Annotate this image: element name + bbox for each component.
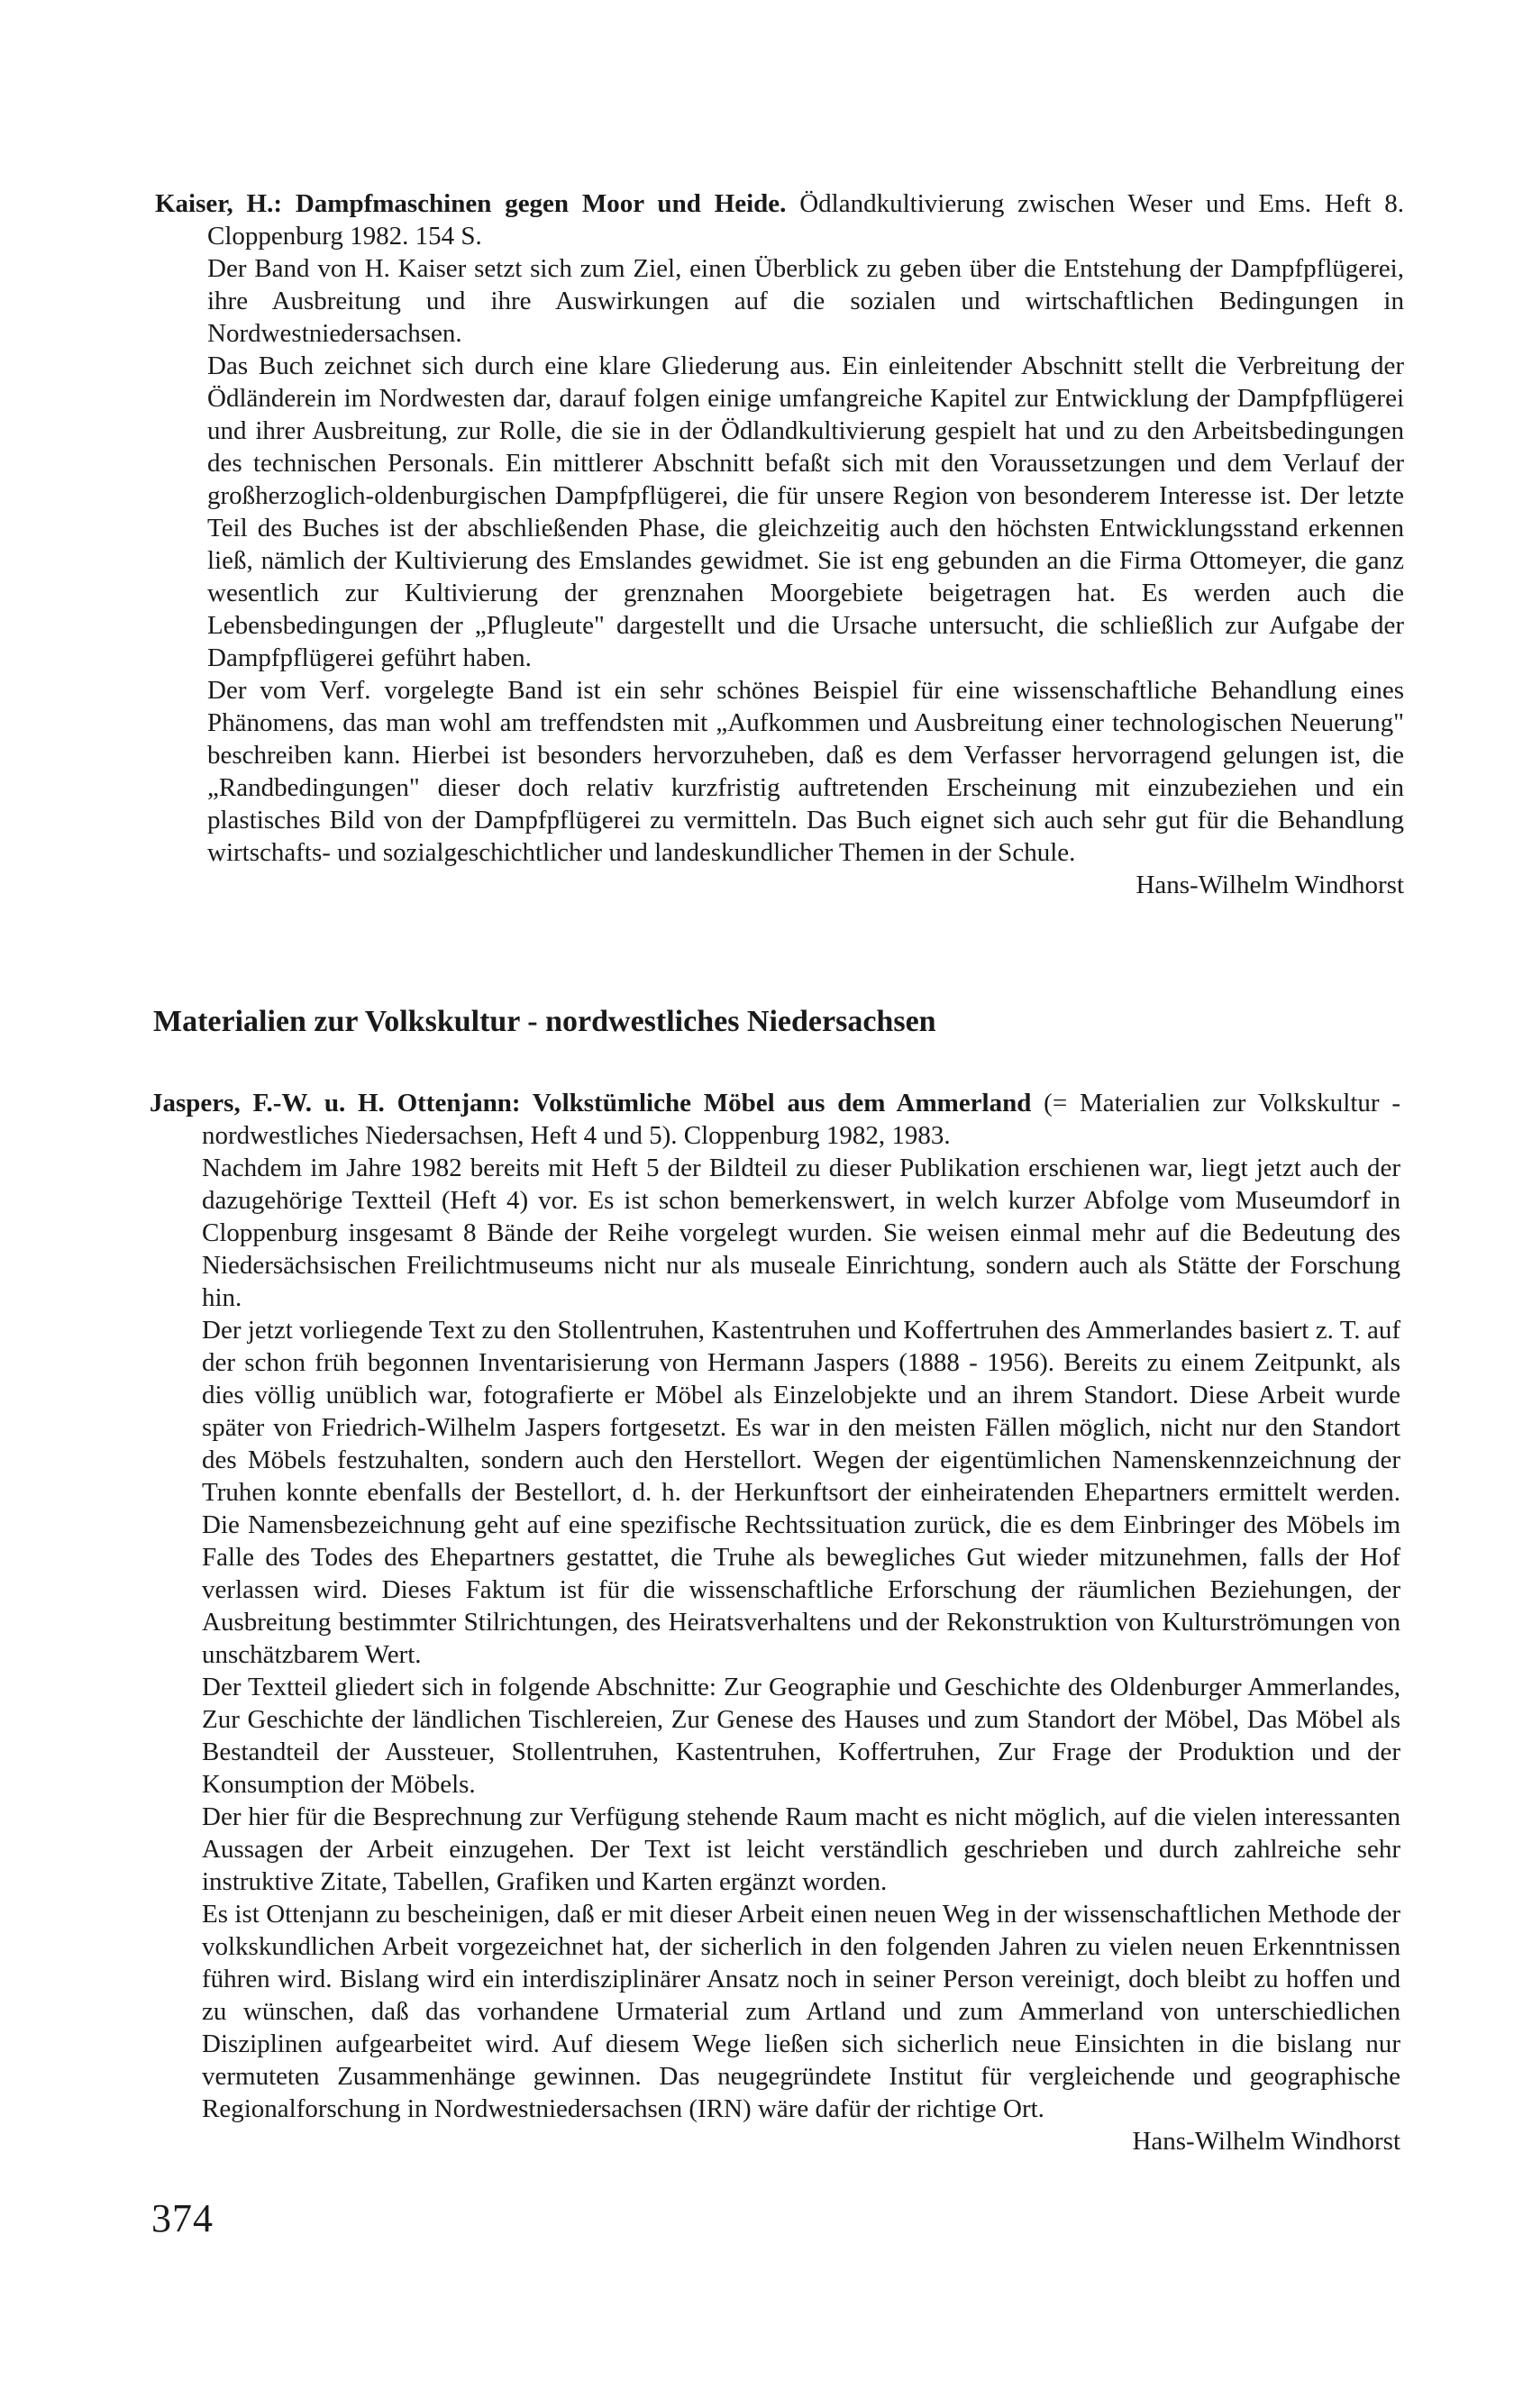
signature-row (207, 869, 1404, 901)
review-paragraph: Der Textteil gliedert sich in folgende Abschnitte: Zur Geographie und Geschichte des Oldenburger Ammerlandes, Zur Geschichte der ländlichen Tischlereien, Zur Genese des Hauses und zum Standort der Möbel, Das Möbel als Bestandteil der Aussteuer, Stollentruhen, Kastentruhen, Koffertruhen, Zur Frage der Produktion und der Konsumption der Möbels. (202, 1673, 1400, 1799)
reviewer-signature: Hans-Wilhelm Windhorst (1136, 871, 1404, 899)
review-title: Kaiser, H.: Dampfmaschinen gegen Moor und Heide. (155, 189, 787, 218)
review-jaspers-ottenjann (150, 1087, 1400, 2157)
page-number: 374 (151, 2196, 214, 2240)
review-title: Jaspers, F.-W. u. H. Ottenjann: Volkstümliche Möbel aus dem Ammerland (150, 1089, 1032, 1117)
review-body (155, 252, 1404, 901)
review-paragraph: Der Band von H. Kaiser setzt sich zum Ziel, einen Überblick zu geben über die Entstehung der Dampfpflügerei, ihre Ausbreitung und ihre Auswirkungen auf die sozialen und wirtschaftlichen Bedingungen in Nordwestniedersachsen. (207, 254, 1404, 348)
review-body (150, 1152, 1400, 2157)
review-bibliographic-info: Ödlandkultivierung zwischen Weser und Ems. Heft 8. Cloppenburg 1982. 154 S. (207, 189, 1405, 251)
review-paragraph: Es ist Ottenjann zu bescheinigen, daß er mit dieser Arbeit einen neuen Weg in der wissenschaftlichen Methode der volkskundlichen Arbeit vorgezeichnet hat, der sicherlich in den folgenden Jahren zu vielen neuen Erkenntnissen führen wird. Bislang wird ein interdisziplinärer Ansatz noch in seiner Person vereinigt, doch bleibt zu hoffen und zu wünschen, daß das vorhandene Urmaterial zum Artland und zum Ammerland von unterschiedlichen Disziplinen aufgearbeitet wird. Auf diesem Wege ließen sich sicherlich neue Einsichten in die bislang nur vermuteten Zusammenhänge gewinnen. Das neugegründete Institut für vergleichende und geographische Regionalforschung in Nordwestniedersachsen (IRN) wäre dafür der richtige Ort. (202, 1900, 1400, 2123)
reviewer-signature: Hans-Wilhelm Windhorst (1132, 2127, 1400, 2156)
review-heading (155, 187, 1404, 252)
review-paragraph: Das Buch zeichnet sich durch eine klare Gliederung aus. Ein einleitender Abschnitt stellt die Verbreitung der Ödländerein im Nordwesten dar, darauf folgen einige umfangreiche Kapitel zur Entwicklung der Dampfpflügerei und ihrer Ausbreitung, zur Rolle, die sie in der Ödlandkultivierung gespielt hat und zu den Arbeitsbedingungen des technischen Personals. Ein mittlerer Abschnitt befaßt sich mit den Voraussetzungen und dem Verlauf der großherzoglich-oldenburgischen Dampfpflügerei, die für unsere Region von besonderem Interesse ist. Der letzte Teil des Buches ist der abschließenden Phase, die gleichzeitig auch den höchsten Entwicklungsstand erkennen ließ, nämlich der Kultivierung des Emslandes gewidmet. Sie ist eng gebunden an die Firma Ottomeyer, die ganz wesentlich zur Kultivierung der grenznahen Moorgebiete beigetragen hat. Es werden auch die Lebensbedingungen der „Pflugleute" dargestellt und die Ursache untersucht, die schließlich zur Aufgabe der Dampfpflügerei geführt haben. (207, 351, 1404, 672)
review-paragraph: Der jetzt vorliegende Text zu den Stollentruhen, Kastentruhen und Koffertruhen des Ammerlandes basiert z. T. auf der schon früh begonnen Inventarisierung von Hermann Jaspers (1888 - 1956). Bereits zu einem Zeitpunkt, als dies völlig unüblich war, fotografierte er Möbel als Einzelobjekte und an ihrem Standort. Diese Arbeit wurde später von Friedrich-Wilhelm Jaspers fortgesetzt. Es war in den meisten Fällen möglich, nicht nur den Standort des Möbels festzuhalten, sondern auch den Herstellort. Wegen der eigentümlichen Namenskennzeichnung der Truhen konnte ebenfalls der Bestellort, d. h. der Herkunftsort der einheiratenden Ehepartners ermittelt werden. Die Namensbezeichnung geht auf eine spezifische Rechtssituation zurück, die es dem Einbringer des Möbels im Falle des Todes des Ehepartners gestattet, die Truhe als bewegliches Gut wieder mitzunehmen, falls der Hof verlassen wird. Dieses Faktum ist für die wissenschaftliche Erforschung der räumlichen Beziehungen, der Ausbreitung bestimmter Stilrichtungen, des Heiratsverhaltens und der Rekonstruktion von Kulturströmungen von unschätzbarem Wert. (202, 1316, 1400, 1669)
section-title: Materialien zur Volkskultur - nordwestliches Niedersachsen (153, 1005, 936, 1038)
signature-row (202, 2125, 1400, 2157)
review-paragraph: Der hier für die Besprechnung zur Verfügung stehende Raum macht es nicht möglich, auf die vielen interessanten Aussagen der Arbeit einzugehen. Der Text ist leicht verständlich geschrieben und durch zahlreiche sehr instruktive Zitate, Tabellen, Grafiken und Karten ergänzt worden. (202, 1802, 1400, 1896)
review-kaiser (155, 187, 1404, 901)
review-paragraph: Der vom Verf. vorgelegte Band ist ein sehr schönes Beispiel für eine wissenschaftliche Behandlung eines Phänomens, das man wohl am treffendsten mit „Aufkommen und Ausbreitung einer technologischen Neuerung" beschreiben kann. Hierbei ist besonders hervorzuheben, daß es dem Verfasser hervorragend gelungen ist, die „Randbedingungen" dieser doch relativ kurzfristig auftretenden Erscheinung mit einzubeziehen und ein plastisches Bild von der Dampfpflügerei zu vermitteln. Das Buch eignet sich auch sehr gut für die Behandlung wirtschafts- und sozialgeschichtlicher und landeskundlicher Themen in der Schule. (207, 676, 1404, 867)
review-bibliographic-info: (= Materialien zur Volkskultur - nordwestliches Niedersachsen, Heft 4 und 5). Cloppenburg 1982, 1983. (202, 1089, 1400, 1150)
review-paragraph: Nachdem im Jahre 1982 bereits mit Heft 5 der Bildteil zu dieser Publikation erschienen war, liegt jetzt auch der dazugehörige Textteil (Heft 4) vor. Es ist schon bemerkenswert, in welch kurzer Abfolge vom Museumdorf in Cloppenburg insgesamt 8 Bände der Reihe vorgelegt wurden. Sie weisen einmal mehr auf die Bedeutung des Niedersächsischen Freilichtmuseums nicht nur als museale Einrichtung, sondern auch als Stätte der Forschung hin. (202, 1154, 1400, 1312)
review-heading (150, 1087, 1400, 1152)
